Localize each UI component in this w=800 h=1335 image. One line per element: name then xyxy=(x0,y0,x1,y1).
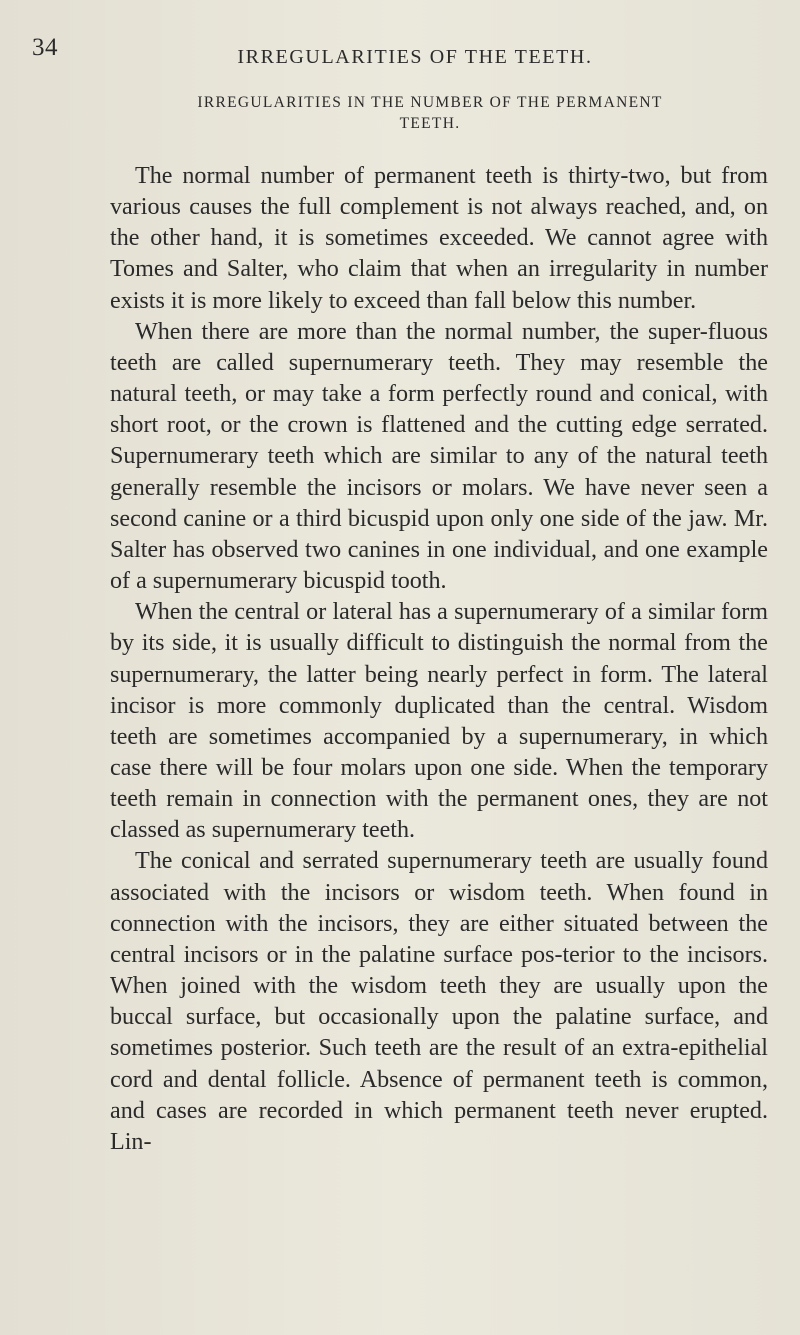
paragraph-2: When there are more than the normal number, the super-fluous teeth are called supernumerary teeth. They may resemble the natural teeth, or may take a form perfectly round and conical, with short root, or the crown is flattened and the cutting edge serrated. Supernumerary teeth which are similar to any of the natural teeth generally resemble the incisors or molars. We have never seen a second canine or a third bicuspid upon only one side of the jaw. Mr. Salter has observed two canines in one individual, and one example of a supernumerary bicuspid tooth. xyxy=(110,318,768,595)
section-title xyxy=(60,92,760,134)
page-number: 34 xyxy=(32,34,58,61)
section-title-line-2: TEETH. xyxy=(399,115,461,132)
section-title-line-1: IRREGULARITIES IN THE NUMBER OF THE PERMANENT xyxy=(197,94,663,111)
paragraph-1: The normal number of permanent teeth is thirty-two, but from various causes the full complement is not always reached, and, on the other hand, it is sometimes exceeded. We cannot agree with Tomes and Salter, who claim that when an irregularity in number exists it is more likely to exceed than fall below this number. xyxy=(110,163,768,314)
running-head: IRREGULARITIES OF THE TEETH. xyxy=(237,46,593,68)
body-text xyxy=(110,161,768,1158)
paragraph-3: When the central or lateral has a supernumerary of a similar form by its side, it is usually difficult to distinguish the normal from the supernumerary, the latter being nearly perfect in form. The lateral incisor is more commonly duplicated than the central. Wisdom teeth are sometimes accompanied by a supernumerary, in which case there will be four molars upon one side. When the temporary teeth remain in connection with the permanent ones, they are not classed as supernumerary teeth. xyxy=(110,599,768,844)
paragraph-4: The conical and serrated supernumerary teeth are usually found associated with the incisors or wisdom teeth. When found in connection with the incisors, they are either situated between the central incisors or in the palatine surface pos-terior to the incisors. When joined with the wisdom teeth they are usually upon the buccal surface, but occasionally upon the palatine surface, and sometimes posterior. Such teeth are the result of an extra-epithelial cord and dental follicle. Absence of permanent teeth is common, and cases are recorded in which permanent teeth never erupted. Lin- xyxy=(110,848,768,1155)
